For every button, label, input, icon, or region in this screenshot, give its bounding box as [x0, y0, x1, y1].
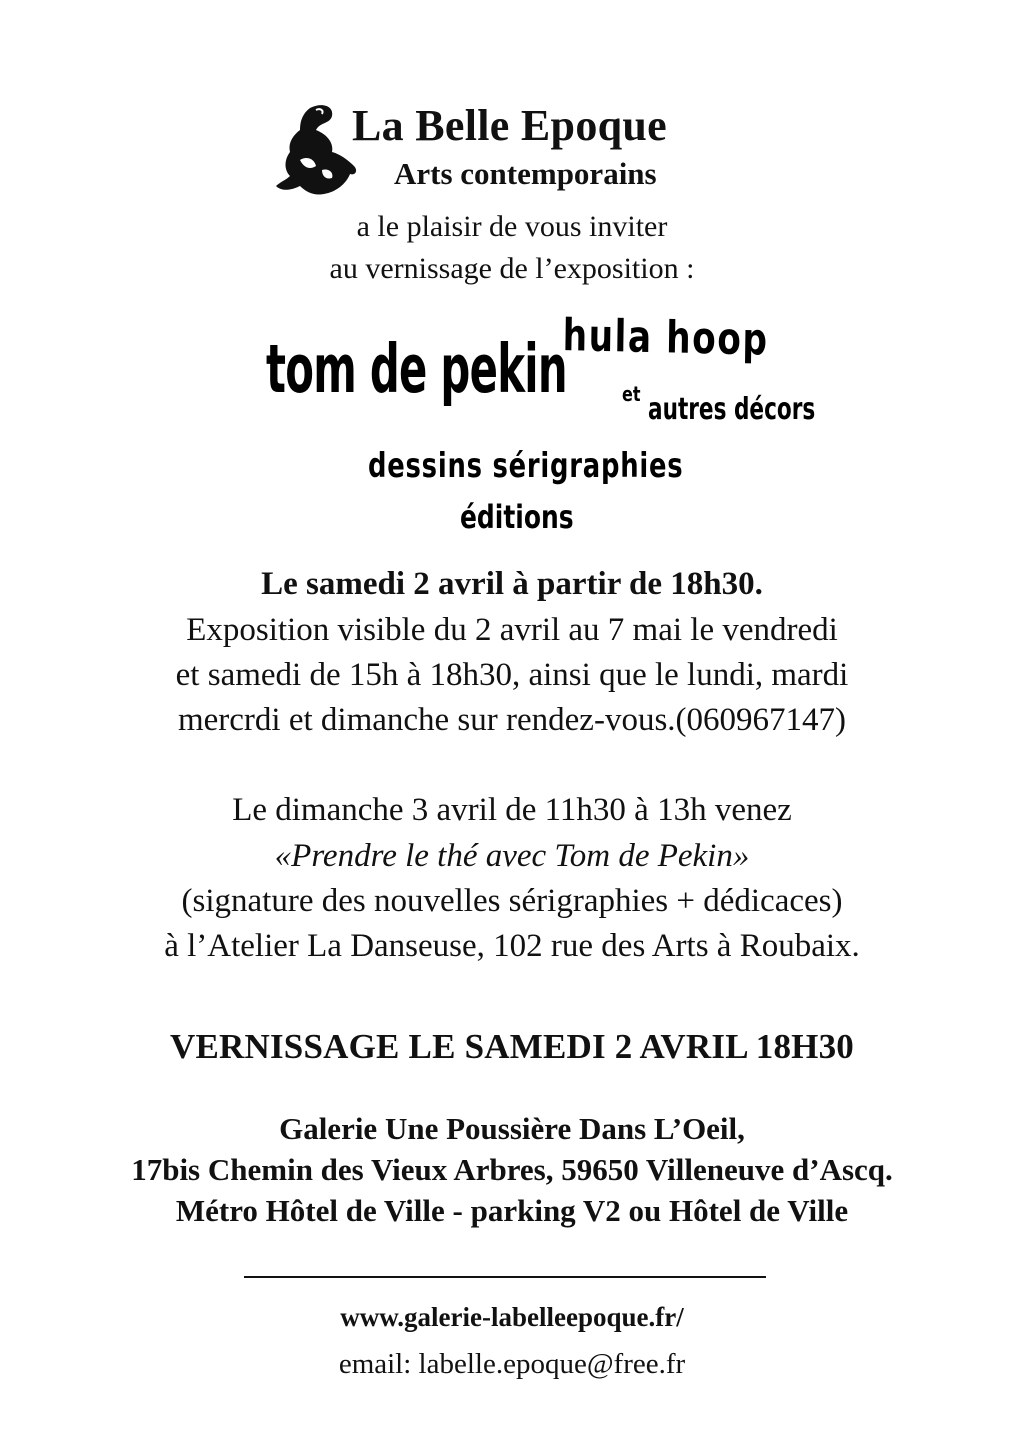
ink-figure-logo-icon	[270, 100, 360, 205]
exhibition-title-line1: hula hoop	[562, 310, 769, 366]
schedule-line: et samedi de 15h à 18h30, ainsi que le lundi, mardi	[175, 657, 849, 693]
address-line: Métro Hôtel de Ville - parking V2 ou Hôtel de Ville	[175, 1193, 849, 1228]
schedule-line: Exposition visible du 2 avril au 7 mai le vendredi	[186, 612, 838, 648]
techniques-line1: dessins sérigraphies	[368, 446, 684, 486]
exhibition-title-line2: autres décors	[648, 392, 816, 427]
opening-date: Le samedi 2 avril à partir de 18h30.	[261, 566, 763, 602]
event-title: «Prendre le thé avec Tom de Pekin»	[274, 838, 750, 874]
gallery-name: La Belle Epoque	[352, 101, 667, 150]
vernissage-headline: VERNISSAGE LE SAMEDI 2 AVRIL 18H30	[170, 1027, 854, 1066]
schedule-line: mercrdi et dimanche sur rendez-vous.(060967147)	[177, 702, 847, 738]
artist-name: tom de pekin	[266, 330, 567, 409]
divider	[244, 1276, 766, 1278]
intro-line: a le plaisir de vous inviter	[356, 210, 668, 243]
techniques-line2: éditions	[460, 498, 574, 536]
event-line: (signature des nouvelles sérigraphies + dédicaces)	[181, 883, 843, 919]
event-location: à l’Atelier La Danseuse, 102 rue des Arts à Roubaix.	[164, 928, 860, 964]
email-link[interactable]: email: labelle.epoque@free.fr	[338, 1348, 686, 1380]
exhibition-title-et: et	[622, 382, 641, 406]
address-line: Galerie Une Poussière Dans L’Oeil,	[279, 1111, 745, 1146]
intro-line: au vernissage de l’exposition :	[329, 252, 695, 285]
website-link[interactable]: www.galerie-labelleepoque.fr/	[340, 1302, 684, 1332]
event-line: Le dimanche 3 avril de 11h30 à 13h venez	[232, 792, 792, 828]
address-line: 17bis Chemin des Vieux Arbres, 59650 Villeneuve d’Ascq.	[131, 1152, 893, 1187]
gallery-subtitle: Arts contemporains	[394, 156, 657, 191]
